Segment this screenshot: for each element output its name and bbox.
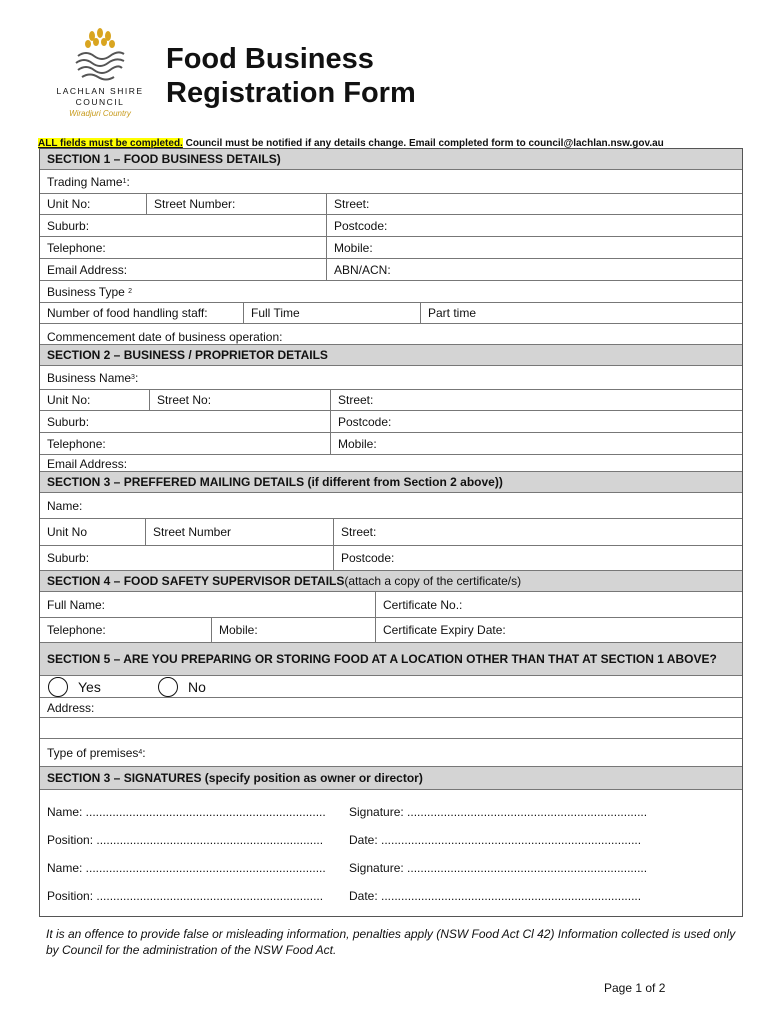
sig-date1[interactable]: Date: .............................................................................. — [349, 833, 642, 847]
part-time-label: Part time — [428, 306, 477, 320]
s1-email-field[interactable] — [40, 259, 327, 280]
s2-postcode-label: Postcode: — [338, 414, 392, 429]
s1-abn-field[interactable] — [327, 259, 742, 280]
s1-mobile-label: Mobile: — [334, 240, 373, 255]
notice-highlight: ALL fields must be completed. — [38, 138, 183, 149]
sig-signature2[interactable]: Signature: ........................................................................ — [349, 861, 648, 875]
no-radio[interactable] — [158, 677, 178, 697]
s2-street-label: Street: — [338, 393, 374, 407]
s1-suburb-label: Suburb: — [47, 218, 90, 233]
s4-full-name-label: Full Name: — [47, 597, 106, 612]
business-name-label: Business Name — [47, 370, 132, 385]
sig-name1[interactable]: Name: ........................................................................ — [47, 805, 326, 819]
s1-unit-no-label: Unit No: — [47, 197, 91, 211]
s2-suburb-label: Suburb: — [47, 414, 90, 429]
s3-name-label: Name: — [47, 498, 83, 513]
section4-header-note: (attach a copy of the certificate/s) — [344, 574, 522, 588]
logo-line1: LACHLAN SHIRE — [56, 86, 144, 96]
premises-field[interactable]: Type of premises 4 : — [47, 745, 146, 760]
business-name-field[interactable]: Business Name 3 : — [47, 370, 139, 385]
s1-street-number-field[interactable] — [147, 194, 327, 214]
s2-street-no-label: Street No: — [157, 393, 212, 407]
s1-mobile-field[interactable] — [327, 237, 742, 258]
sig-position1[interactable]: Position: .................................................................... — [47, 833, 324, 847]
notice-rest: Council must be notified if any details change. Email completed form to council@lachlan.nsw.gov.au — [182, 138, 664, 149]
business-name-sup: 3 — [131, 374, 135, 381]
s1-telephone-field[interactable] — [40, 237, 327, 258]
s3-postcode-field[interactable] — [334, 546, 742, 570]
section5-header: SECTION 5 – ARE YOU PREPARING OR STORING FOOD AT A LOCATION OTHER THAN THAT AT SECTION 1 ABOVE? — [40, 643, 742, 676]
s4-telephone-field[interactable] — [40, 618, 212, 642]
s4-certificate-no-label: Certificate No.: — [383, 597, 463, 612]
registration-form — [39, 148, 743, 917]
s5-address-line2[interactable] — [40, 718, 742, 738]
legal-footer: It is an offence to provide false or misleading information, penalties apply (NSW Food Act Cl 42) Information collected is used only by Council for the administration of the NSW Food Act. — [46, 927, 736, 957]
s1-suburb-field[interactable] — [40, 215, 327, 236]
s2-mobile-label: Mobile: — [338, 436, 377, 451]
business-type-field[interactable] — [40, 281, 742, 302]
s3-unit-no-label: Unit No — [47, 525, 88, 539]
s5-address-field[interactable] — [40, 698, 742, 717]
s1-unit-no-field[interactable] — [40, 194, 147, 214]
s3-street-number-field[interactable] — [146, 519, 334, 545]
sig-signature1[interactable]: Signature: ........................................................................ — [349, 805, 648, 819]
staff-label: Number of food handling staff: — [47, 306, 208, 320]
title-line1: Food Business — [166, 43, 374, 75]
s3-unit-no-field[interactable] — [40, 519, 146, 545]
s3-name-field[interactable] — [40, 493, 742, 518]
s3-postcode-label: Postcode: — [341, 551, 395, 565]
yes-label: Yes — [78, 678, 101, 695]
s1-street-number-label: Street Number: — [154, 197, 236, 211]
s3-street-field[interactable] — [334, 519, 742, 545]
section3-header: SECTION 3 – PREFFERED MAILING DETAILS (if different from Section 2 above)) — [40, 472, 742, 493]
s2-unit-no-field[interactable] — [40, 390, 150, 410]
full-time-label: Full Time — [251, 306, 300, 320]
s4-full-name-field[interactable] — [40, 592, 376, 617]
s3-suburb-field[interactable] — [40, 546, 334, 570]
s1-street-field[interactable] — [327, 194, 742, 214]
s2-email-label: Email Address: — [47, 457, 128, 471]
s3-suburb-label: Suburb: — [47, 551, 90, 565]
staff-label-cell — [40, 303, 244, 323]
s2-unit-no-label: Unit No: — [47, 393, 91, 407]
title-line2: Registration Form — [166, 77, 416, 109]
s3-street-label: Street: — [341, 525, 377, 539]
s1-abn-label: ABN/ACN: — [334, 262, 391, 277]
full-time-field[interactable] — [244, 303, 421, 323]
s3-street-number-label: Street Number — [153, 525, 232, 539]
sig-position2[interactable]: Position: .................................................................... — [47, 889, 324, 903]
commencement-field[interactable] — [40, 330, 742, 344]
signatures-block — [40, 790, 742, 916]
section2-header: SECTION 2 – BUSINESS / PROPRIETOR DETAILS — [40, 345, 742, 366]
s2-telephone-field[interactable] — [40, 433, 331, 454]
sig-name2[interactable]: Name: ........................................................................ — [47, 861, 326, 875]
section4-header — [40, 571, 742, 592]
logo-line2: COUNCIL — [75, 97, 125, 107]
council-logo — [50, 28, 150, 124]
logo-line3: Wiradjuri Country — [69, 109, 131, 118]
trading-name-sup: 1 — [122, 178, 127, 185]
sig-date2[interactable]: Date: .............................................................................. — [349, 889, 642, 903]
business-type-sup: 2 — [128, 288, 133, 295]
s2-telephone-label: Telephone: — [47, 436, 106, 451]
s1-postcode-label: Postcode: — [334, 218, 388, 233]
business-type-label: Business Type — [47, 284, 125, 299]
commencement-label: Commencement date of business operation: — [47, 330, 283, 344]
wheat-waves-icon — [70, 28, 130, 84]
page-number: Page 1 of 2 — [604, 981, 666, 995]
s2-street-no-field[interactable] — [150, 390, 331, 410]
trading-name-label: Trading Name — [47, 174, 123, 189]
premises-label: Type of premises — [47, 745, 139, 760]
part-time-field[interactable] — [421, 303, 742, 323]
page-title — [166, 42, 416, 110]
s5-address-label: Address: — [47, 700, 95, 715]
s2-postcode-field[interactable] — [331, 411, 742, 432]
s4-mobile-field[interactable] — [212, 618, 376, 642]
s1-telephone-label: Telephone: — [47, 240, 106, 255]
no-label: No — [188, 678, 206, 695]
s1-postcode-field[interactable] — [327, 215, 742, 236]
s2-email-field[interactable] — [40, 457, 742, 471]
yes-radio[interactable] — [48, 677, 68, 697]
signatures-header: SECTION 3 – SIGNATURES (specify position as owner or director) — [40, 767, 742, 790]
s4-mobile-label: Mobile: — [219, 623, 258, 637]
section1-header: SECTION 1 – FOOD BUSINESS DETAILS) — [40, 149, 742, 170]
s4-cert-expiry-label: Certificate Expiry Date: — [383, 623, 506, 637]
premises-sup: 4 — [138, 749, 143, 756]
s2-mobile-field[interactable] — [331, 433, 742, 454]
s1-email-label: Email Address: — [47, 262, 128, 277]
yes-no-choice — [40, 676, 742, 697]
s4-telephone-label: Telephone: — [47, 623, 106, 637]
s4-certificate-no-field[interactable] — [376, 592, 742, 617]
s2-suburb-field[interactable] — [40, 411, 331, 432]
s2-street-field[interactable] — [331, 390, 742, 410]
s4-cert-expiry-field[interactable] — [376, 618, 742, 642]
section4-header-bold: SECTION 4 – FOOD SAFETY SUPERVISOR DETAILS — [47, 574, 345, 588]
s1-street-label: Street: — [334, 197, 370, 211]
trading-name-field[interactable]: Trading Name 1 : — [47, 174, 130, 189]
